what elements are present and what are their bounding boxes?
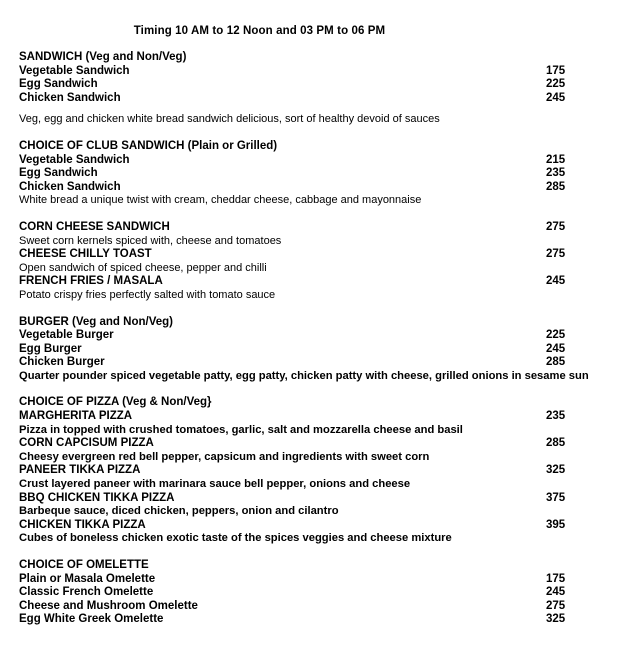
menu-item-row [19,92,610,106]
item-name: FRENCH FRIES / MASALA [19,275,163,288]
item-name: Vegetable Sandwich [19,153,130,166]
section-heading-omelette: CHOICE OF OMELETTE [19,559,149,571]
menu-item-row [19,492,610,506]
item-description: Cheesy evergreen red bell pepper, capsicum and ingredients with sweet corn [19,450,430,463]
section-heading-burger: BURGER (Veg and Non/Veg) [19,315,173,328]
item-name: Vegetable Burger [19,329,114,342]
menu-item-row [19,410,610,424]
section-description: Quarter pounder spiced vegetable patty, egg patty, chicken patty with cheese, grilled onions in sesame sun [19,369,589,382]
section-pizza [19,396,610,546]
menu-item-row [19,181,610,195]
section-burger [19,316,610,384]
item-price: 285 [546,356,566,369]
item-name: Plain or Masala Omelette [19,572,156,585]
timing-title: Timing 10 AM to 12 Noon and 03 PM to 06 PM [133,25,386,37]
section-description: White bread a unique twist with cream, cheddar cheese, cabbage and mayonnaise [19,194,422,207]
section-club-sandwich [19,140,610,208]
menu-item-row [19,248,610,262]
item-price: 245 [546,342,566,355]
item-name: Cheese and Mushroom Omelette [19,599,198,612]
item-name: CORN CAPCISUM PIZZA [19,437,154,450]
item-price: 285 [546,437,566,450]
item-name: Chicken Burger [19,356,105,369]
item-price: 175 [546,572,566,585]
item-name: Chicken Sandwich [19,91,121,104]
item-name: Egg Sandwich [19,78,98,91]
item-description: Pizza in topped with crushed tomatoes, garlic, salt and mozzarella cheese and basil [19,423,463,436]
item-description: Sweet corn kernels spiced with, cheese and tomatoes [19,234,282,247]
menu-item-row [19,275,610,289]
item-price: 395 [546,518,566,531]
item-description: Open sandwich of spiced cheese, pepper and chilli [19,261,267,274]
item-name: Chicken Sandwich [19,180,121,193]
item-description: Cubes of boneless chicken exotic taste of the spices veggies and cheese mixture [19,532,452,545]
item-price: 235 [546,167,566,180]
menu-item-row [19,464,610,478]
section-heading-sandwich: SANDWICH (Veg and Non/Veg) [19,51,187,63]
menu-item-row [19,154,610,168]
menu-item-row [19,329,610,343]
item-name: PANEER TIKKA PIZZA [19,464,141,477]
item-name: MARGHERITA PIZZA [19,410,133,423]
item-price: 245 [546,91,566,104]
section-heading-pizza: CHOICE OF PIZZA (Veg & Non/Veg} [19,396,212,409]
item-price: 175 [546,64,566,77]
item-description: Crust layered paneer with marinara sauce bell pepper, onions and cheese [19,478,411,491]
item-price: 215 [546,153,566,166]
item-name: CHICKEN TIKKA PIZZA [19,518,146,531]
section-sandwich [19,51,610,127]
section-description: Veg, egg and chicken white bread sandwich delicious, sort of healthy devoid of sauces [19,113,440,126]
item-price: 235 [546,410,566,423]
menu-item-row [19,343,610,357]
section-corn-cheese [19,221,610,303]
menu-item-row [19,573,610,587]
item-price: 285 [546,180,566,193]
menu-item-row [19,78,610,92]
item-price: 325 [546,613,566,626]
section-omelette [19,559,610,627]
item-price: 325 [546,464,566,477]
item-name: Egg Burger [19,342,82,355]
item-price: 245 [546,275,566,288]
item-name: Classic French Omelette [19,586,154,599]
item-price: 245 [546,586,566,599]
item-price: 375 [546,491,566,504]
menu-item-row [19,221,610,235]
menu-item-row [19,65,610,79]
item-name: CORN CHEESE SANDWICH [19,220,170,233]
item-name: Egg White Greek Omelette [19,613,164,626]
menu-item-row [19,167,610,181]
item-name: BBQ CHICKEN TIKKA PIZZA [19,491,175,504]
spacer [19,105,610,113]
item-name: Egg Sandwich [19,167,98,180]
menu-item-row [19,437,610,451]
item-description: Barbeque sauce, diced chicken, peppers, onion and cilantro [19,505,339,518]
menu-item-row [19,586,610,600]
item-price: 275 [546,248,566,261]
item-price: 275 [546,599,566,612]
menu-item-row [19,600,610,614]
item-price: 275 [546,220,566,233]
item-name: CHEESE CHILLY TOAST [19,248,152,261]
item-price: 225 [546,329,566,342]
menu-item-row [19,613,610,627]
item-description: Potato crispy fries perfectly salted with tomato sauce [19,288,276,301]
section-heading-club-sandwich: CHOICE OF CLUB SANDWICH (Plain or Grilled) [19,139,278,152]
item-price: 225 [546,78,566,91]
menu-item-row [19,519,610,533]
item-name: Vegetable Sandwich [19,64,130,77]
menu-item-row [19,356,610,370]
